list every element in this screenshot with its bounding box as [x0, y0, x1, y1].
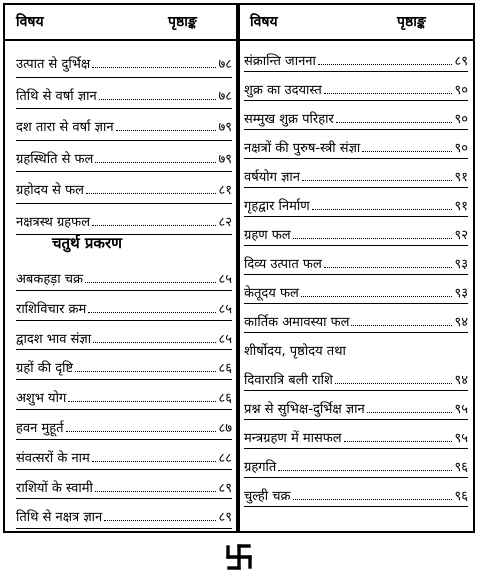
- row-rule: [244, 477, 468, 478]
- toc-entry: [244, 306, 468, 330]
- toc-entry-page: ८९: [218, 510, 232, 526]
- toc-entry: [16, 111, 232, 135]
- toc-entry: [16, 323, 232, 347]
- toc-entry-page: ८७: [218, 421, 232, 436]
- toc-entry-title: शीर्षोदय, पृष्ठोदय तथा: [244, 344, 346, 359]
- left-subject-header: विषय: [16, 14, 44, 30]
- toc-entry-title: मन्त्रग्रहण में मासफल: [244, 431, 342, 446]
- toc-entry-page: ८१: [218, 183, 232, 198]
- row-rule: [244, 332, 468, 333]
- toc-entry: [16, 80, 232, 104]
- toc-entry-title: राशियों के स्वामी: [16, 480, 93, 496]
- toc-entry-title: वर्षयोग ज्ञान: [244, 170, 301, 185]
- toc-entry-page: ८६: [218, 391, 232, 407]
- row-rule: [16, 409, 232, 410]
- row-rule: [244, 390, 468, 391]
- toc-entry: [244, 393, 468, 417]
- toc-entry-title: संक्रान्ति जानना: [244, 54, 316, 69]
- toc-entry-title: द्वादश भाव संज्ञा: [16, 331, 92, 347]
- toc-entry: [244, 422, 468, 446]
- toc-entry-page: ७८: [218, 88, 232, 104]
- column-divider: [236, 3, 240, 533]
- row-rule: [16, 290, 232, 291]
- dot-leader: [293, 499, 453, 500]
- toc-entry-page: ७९: [218, 120, 232, 135]
- toc-entry: [244, 161, 468, 185]
- toc-entry-page: ९०: [454, 112, 468, 127]
- toc-entry-page: ८६: [218, 361, 232, 377]
- row-rule: [244, 158, 468, 159]
- toc-entry-title: ग्रहों की दृष्टि: [16, 361, 74, 377]
- toc-entry-page: ८५: [218, 301, 232, 317]
- dot-leader: [362, 151, 452, 152]
- toc-entry-page: ८९: [218, 480, 232, 496]
- right-page-header: पृष्ठाङ्क: [397, 14, 426, 30]
- toc-entry-title: कार्तिक अमावस्या फल: [244, 315, 350, 330]
- toc-entry: [16, 352, 232, 376]
- row-rule: [16, 439, 232, 440]
- toc-entry-page: ९४: [454, 315, 468, 330]
- toc-entry-title: ग्रहगति: [244, 460, 277, 475]
- toc-entry-title: अबकहड़ा चक्र: [16, 272, 83, 287]
- toc-entry: [16, 382, 232, 406]
- toc-entry: [244, 335, 468, 359]
- dot-leader: [88, 312, 216, 313]
- dot-leader: [312, 209, 453, 210]
- toc-entry-page: ९६: [454, 489, 468, 504]
- toc-entry-page: ९४: [454, 373, 468, 388]
- dot-leader: [367, 412, 453, 413]
- row-rule: [16, 171, 232, 172]
- row-rule: [16, 469, 232, 470]
- toc-entry: [244, 451, 468, 475]
- toc-entry-title: हवन मुहूर्त: [16, 421, 64, 436]
- dot-leader: [95, 491, 217, 492]
- toc-entry-title: ग्रहण फल: [244, 228, 291, 243]
- toc-entry-page: ९३: [454, 257, 468, 272]
- toc-entry-title: तिथि से वर्षा ज्ञान: [16, 88, 97, 104]
- row-rule: [244, 216, 468, 217]
- row-rule: [16, 349, 232, 350]
- dot-leader: [99, 99, 217, 100]
- toc-entry: [244, 74, 468, 98]
- toc-entry-title: नक्षत्रस्थ ग्रहफल: [16, 214, 91, 230]
- toc-entry-title: सम्मुख शुक्र परिहार: [244, 112, 334, 127]
- toc-entry: [244, 45, 468, 69]
- dot-leader: [68, 401, 216, 402]
- dot-leader: [324, 267, 453, 268]
- row-rule: [244, 419, 468, 420]
- toc-entry: [16, 412, 232, 436]
- dot-leader: [293, 238, 453, 239]
- toc-entry: [244, 132, 468, 156]
- dot-leader: [344, 441, 453, 442]
- dot-leader: [336, 122, 453, 123]
- row-rule: [16, 234, 232, 235]
- toc-entry: [244, 277, 468, 301]
- toc-entry: [16, 442, 232, 466]
- toc-entry-title: गृहद्वार निर्माण: [244, 199, 310, 214]
- dot-leader: [116, 130, 217, 131]
- row-rule: [16, 77, 232, 78]
- toc-entry-page: ८५: [218, 331, 232, 347]
- toc-entry: [244, 219, 468, 243]
- toc-entry-page: ९५: [454, 402, 468, 417]
- toc-entry-title: केतूदय फल: [244, 286, 299, 301]
- toc-entry-title: दश तारा से वर्षा ज्ञान: [16, 120, 114, 135]
- toc-entry-title: चुल्ही चक्र: [244, 489, 291, 504]
- dot-leader: [75, 371, 216, 372]
- toc-entry-page: ७९: [218, 151, 232, 167]
- dot-leader: [335, 383, 453, 384]
- swastika-icon: [225, 543, 253, 571]
- toc-entry-page: ७८: [218, 57, 232, 72]
- toc-entry-page: ९२: [454, 228, 468, 243]
- toc-entry-page: ९०: [454, 83, 468, 98]
- dot-leader: [278, 470, 452, 471]
- dot-leader: [66, 431, 217, 432]
- toc-entry: [16, 174, 232, 198]
- toc-entry-title: शुक्र का उदयास्त: [244, 83, 322, 98]
- toc-entry: [244, 103, 468, 127]
- dot-leader: [351, 325, 452, 326]
- toc-entry: [244, 248, 468, 272]
- toc-entry-page: ८५: [218, 272, 232, 287]
- toc-entry-title: दिव्य उत्पात फल: [244, 257, 322, 272]
- row-rule: [244, 187, 468, 188]
- toc-entry-title: उत्पात से दुर्भिक्ष: [16, 57, 91, 72]
- toc-entry-title: तिथि से नक्षत्र ज्ञान: [16, 510, 103, 526]
- toc-entry-page: ९३: [454, 286, 468, 301]
- toc-entry-title: ग्रहस्थिति से फल: [16, 151, 94, 167]
- toc-entry-title: राशिविचार क्रम: [16, 301, 87, 317]
- row-rule: [16, 379, 232, 380]
- toc-entry-page: ९०: [454, 141, 468, 156]
- toc-entry-title: दिवारात्रि बली राशि: [244, 373, 333, 388]
- toc-entry: [16, 263, 232, 287]
- dot-leader: [93, 342, 216, 343]
- section-heading: चतुर्थ प्रकरण: [52, 234, 122, 252]
- toc-entry-title: संवत्सरों के नाम: [16, 450, 90, 466]
- dot-leader: [302, 180, 452, 181]
- left-page-header: पृष्ठाङ्क: [168, 14, 197, 30]
- toc-entry: [16, 206, 232, 230]
- right-subject-header: विषय: [250, 14, 278, 30]
- toc-entry-title: नक्षत्रों की पुरुष-स्त्री संज्ञा: [244, 141, 361, 156]
- dot-leader: [92, 67, 216, 68]
- row-rule: [244, 448, 468, 449]
- toc-entry-page: ८९: [454, 54, 468, 69]
- toc-entry-page: ९६: [454, 460, 468, 475]
- toc-entry: [16, 293, 232, 317]
- row-rule: [16, 320, 232, 321]
- toc-entry: [244, 364, 468, 388]
- row-rule: [244, 506, 468, 507]
- dot-leader: [85, 282, 217, 283]
- toc-entry-page: ९१: [454, 170, 468, 185]
- toc-entry-page: ९५: [454, 431, 468, 446]
- dot-leader: [86, 193, 217, 194]
- toc-entry: [244, 480, 468, 504]
- dot-leader: [318, 64, 453, 65]
- toc-entry: [16, 501, 232, 525]
- row-rule: [244, 303, 468, 304]
- dot-leader: [324, 93, 453, 94]
- toc-entry-title: प्रश्न से सुभिक्ष-दुर्भिक्ष ज्ञान: [244, 402, 365, 417]
- row-rule: [244, 71, 468, 72]
- toc-entry: [16, 48, 232, 72]
- row-rule: [16, 203, 232, 204]
- row-rule: [16, 498, 232, 499]
- toc-entry-page: ९१: [454, 199, 468, 214]
- row-rule: [244, 274, 468, 275]
- row-rule: [244, 129, 468, 130]
- dot-leader: [95, 162, 216, 163]
- toc-entry-title: अशुभ योग: [16, 391, 67, 407]
- dot-leader: [104, 520, 216, 521]
- row-rule: [16, 108, 232, 109]
- dot-leader: [92, 225, 216, 226]
- row-rule: [16, 528, 232, 529]
- toc-entry: [16, 143, 232, 167]
- toc-entry: [244, 190, 468, 214]
- row-rule: [244, 245, 468, 246]
- row-rule: [244, 100, 468, 101]
- toc-entry-title: ग्रहोदय से फल: [16, 183, 84, 198]
- row-rule: [16, 140, 232, 141]
- dot-leader: [301, 296, 453, 297]
- toc-entry: [16, 472, 232, 496]
- toc-entry-page: ८८: [218, 450, 232, 466]
- dot-leader: [92, 461, 217, 462]
- toc-entry-page: ८२: [218, 214, 232, 230]
